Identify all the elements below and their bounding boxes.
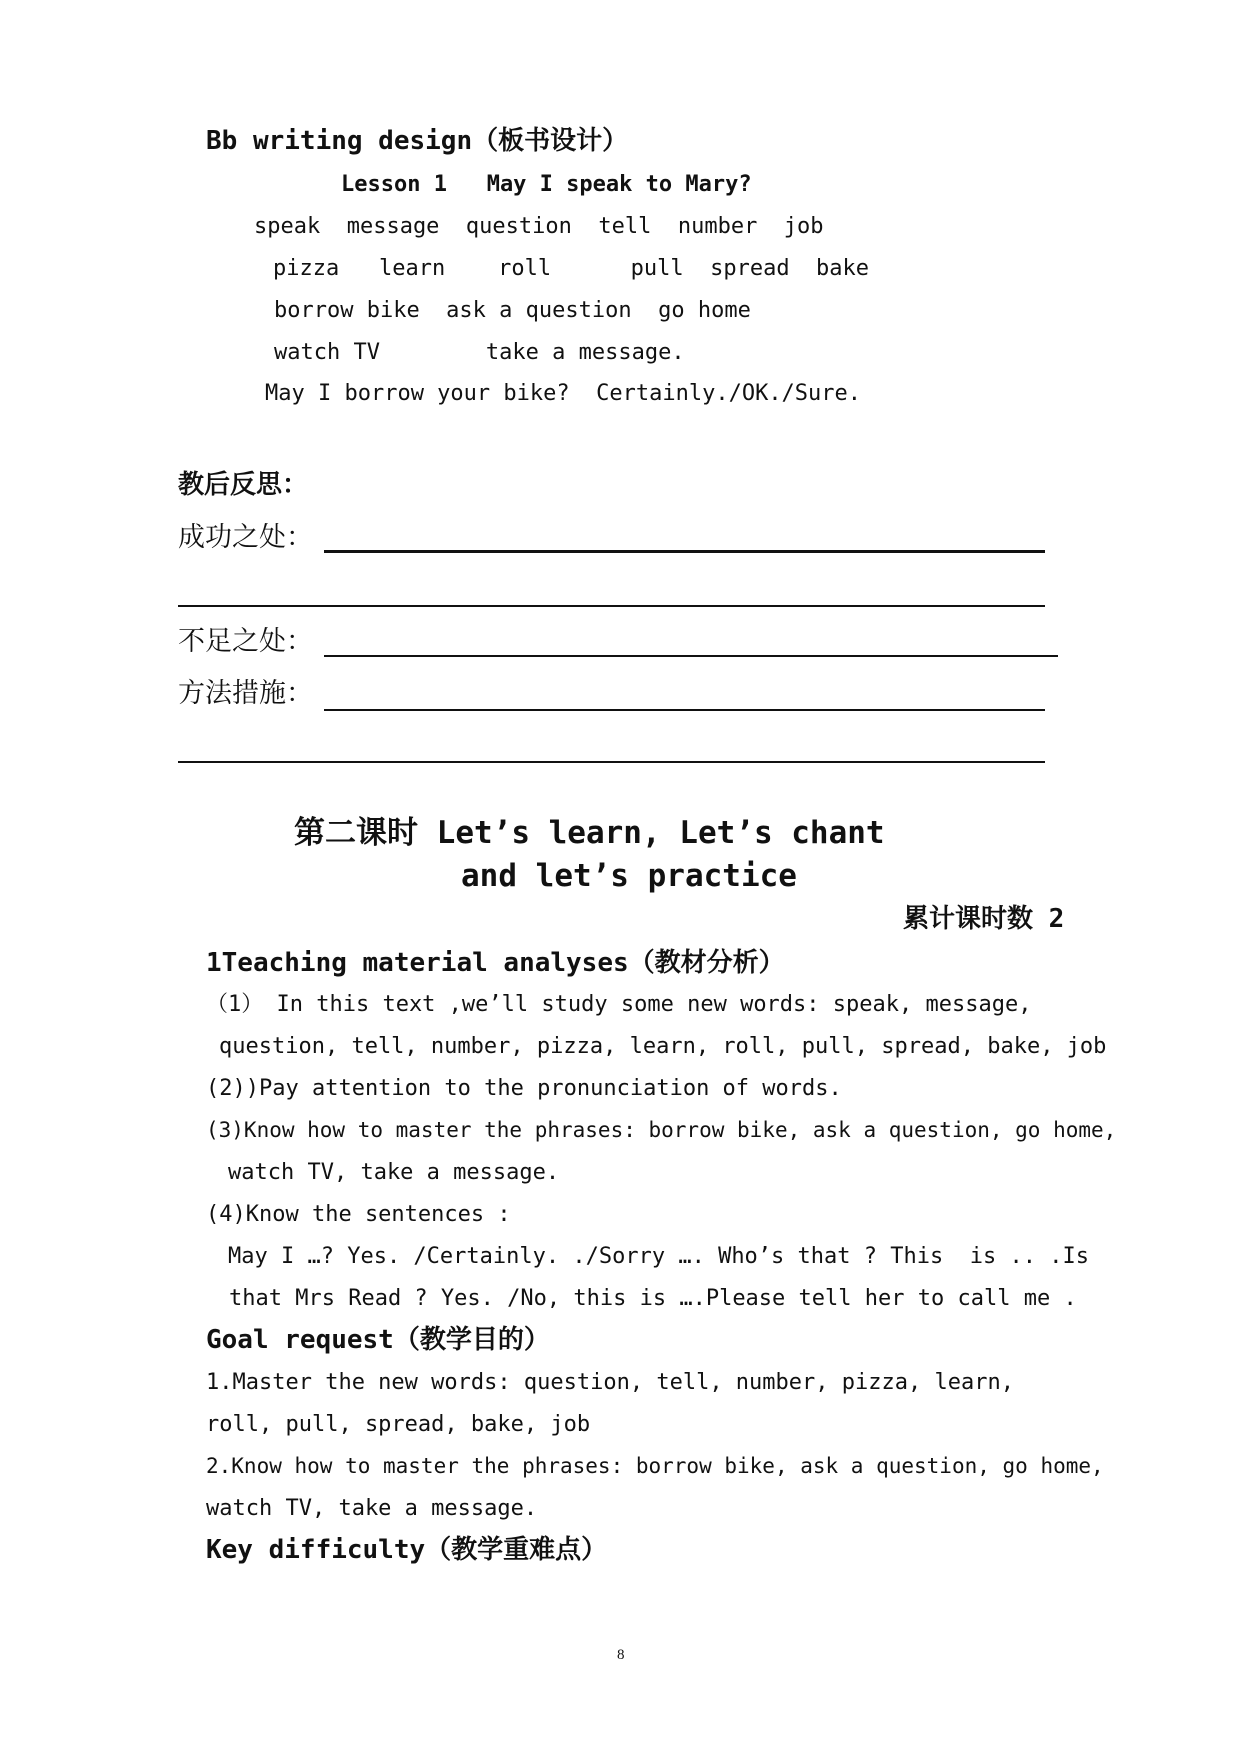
- success-blank-line-2: [178, 605, 1045, 607]
- goal-line-3: 2.Know how to master the phrases: borrow bike, ask a question, go home,: [206, 1454, 1104, 1478]
- board-row-1: speak message question tell number job: [254, 214, 824, 239]
- goal-line-4: watch TV, take a message.: [206, 1496, 538, 1521]
- material-line-8: that Mrs Read ? Yes. /No, this is ….Please tell her to call me .: [229, 1286, 1077, 1311]
- method-blank-line-2: [178, 761, 1045, 763]
- method-blank-line: [324, 709, 1045, 711]
- material-line-2: question, tell, number, pizza, learn, roll, pull, spread, bake, job: [219, 1034, 1107, 1059]
- board-heading: Bb writing design（板书设计）: [206, 126, 629, 156]
- board-row-4: watch TV take a message.: [274, 340, 685, 365]
- material-line-5: watch TV, take a message.: [228, 1160, 560, 1185]
- lesson2-title-line1: 第二课时 Let’s learn, Let’s chant: [294, 815, 885, 851]
- shortcoming-label: 不足之处：: [178, 626, 313, 657]
- material-line-3: (2))Pay attention to the pronunciation of words.: [206, 1076, 842, 1101]
- success-label: 成功之处：: [178, 522, 313, 553]
- material-line-4: (3)Know how to master the phrases: borrow bike, ask a question, go home,: [206, 1118, 1117, 1142]
- method-label: 方法措施：: [178, 678, 313, 709]
- page-number: 8: [617, 1647, 625, 1663]
- board-row-3: borrow bike ask a question go home: [274, 298, 751, 323]
- board-row-5: May I borrow your bike? Certainly./OK./Sure.: [265, 381, 862, 406]
- success-blank-line: [324, 550, 1045, 553]
- board-row-2: pizza learn roll pull spread bake: [273, 256, 870, 281]
- material-line-6: (4)Know the sentences :: [206, 1202, 511, 1227]
- goal-line-1: 1.Master the new words: question, tell, number, pizza, learn,: [206, 1370, 1014, 1395]
- lesson2-title-line2: and let’s practice: [461, 858, 797, 894]
- lesson-title: Lesson 1 May I speak to Mary?: [341, 172, 752, 197]
- cumulative-hours: 累计课时数 2: [903, 904, 1065, 934]
- goal-heading: Goal request（教学目的）: [206, 1325, 550, 1355]
- goal-line-2: roll, pull, spread, bake, job: [206, 1412, 591, 1437]
- material-heading: 1Teaching material analyses（教材分析）: [206, 948, 785, 978]
- reflection-heading: 教后反思：: [178, 470, 309, 500]
- key-difficulty-heading: Key difficulty（教学重难点）: [206, 1535, 608, 1565]
- material-line-1: （1） In this text ,we’ll study some new words: speak, message,: [206, 992, 1032, 1017]
- material-line-7: May I …? Yes. /Certainly. ./Sorry …. Who’s that ? This is .. .Is: [228, 1244, 1089, 1269]
- shortcoming-blank-line: [324, 655, 1058, 657]
